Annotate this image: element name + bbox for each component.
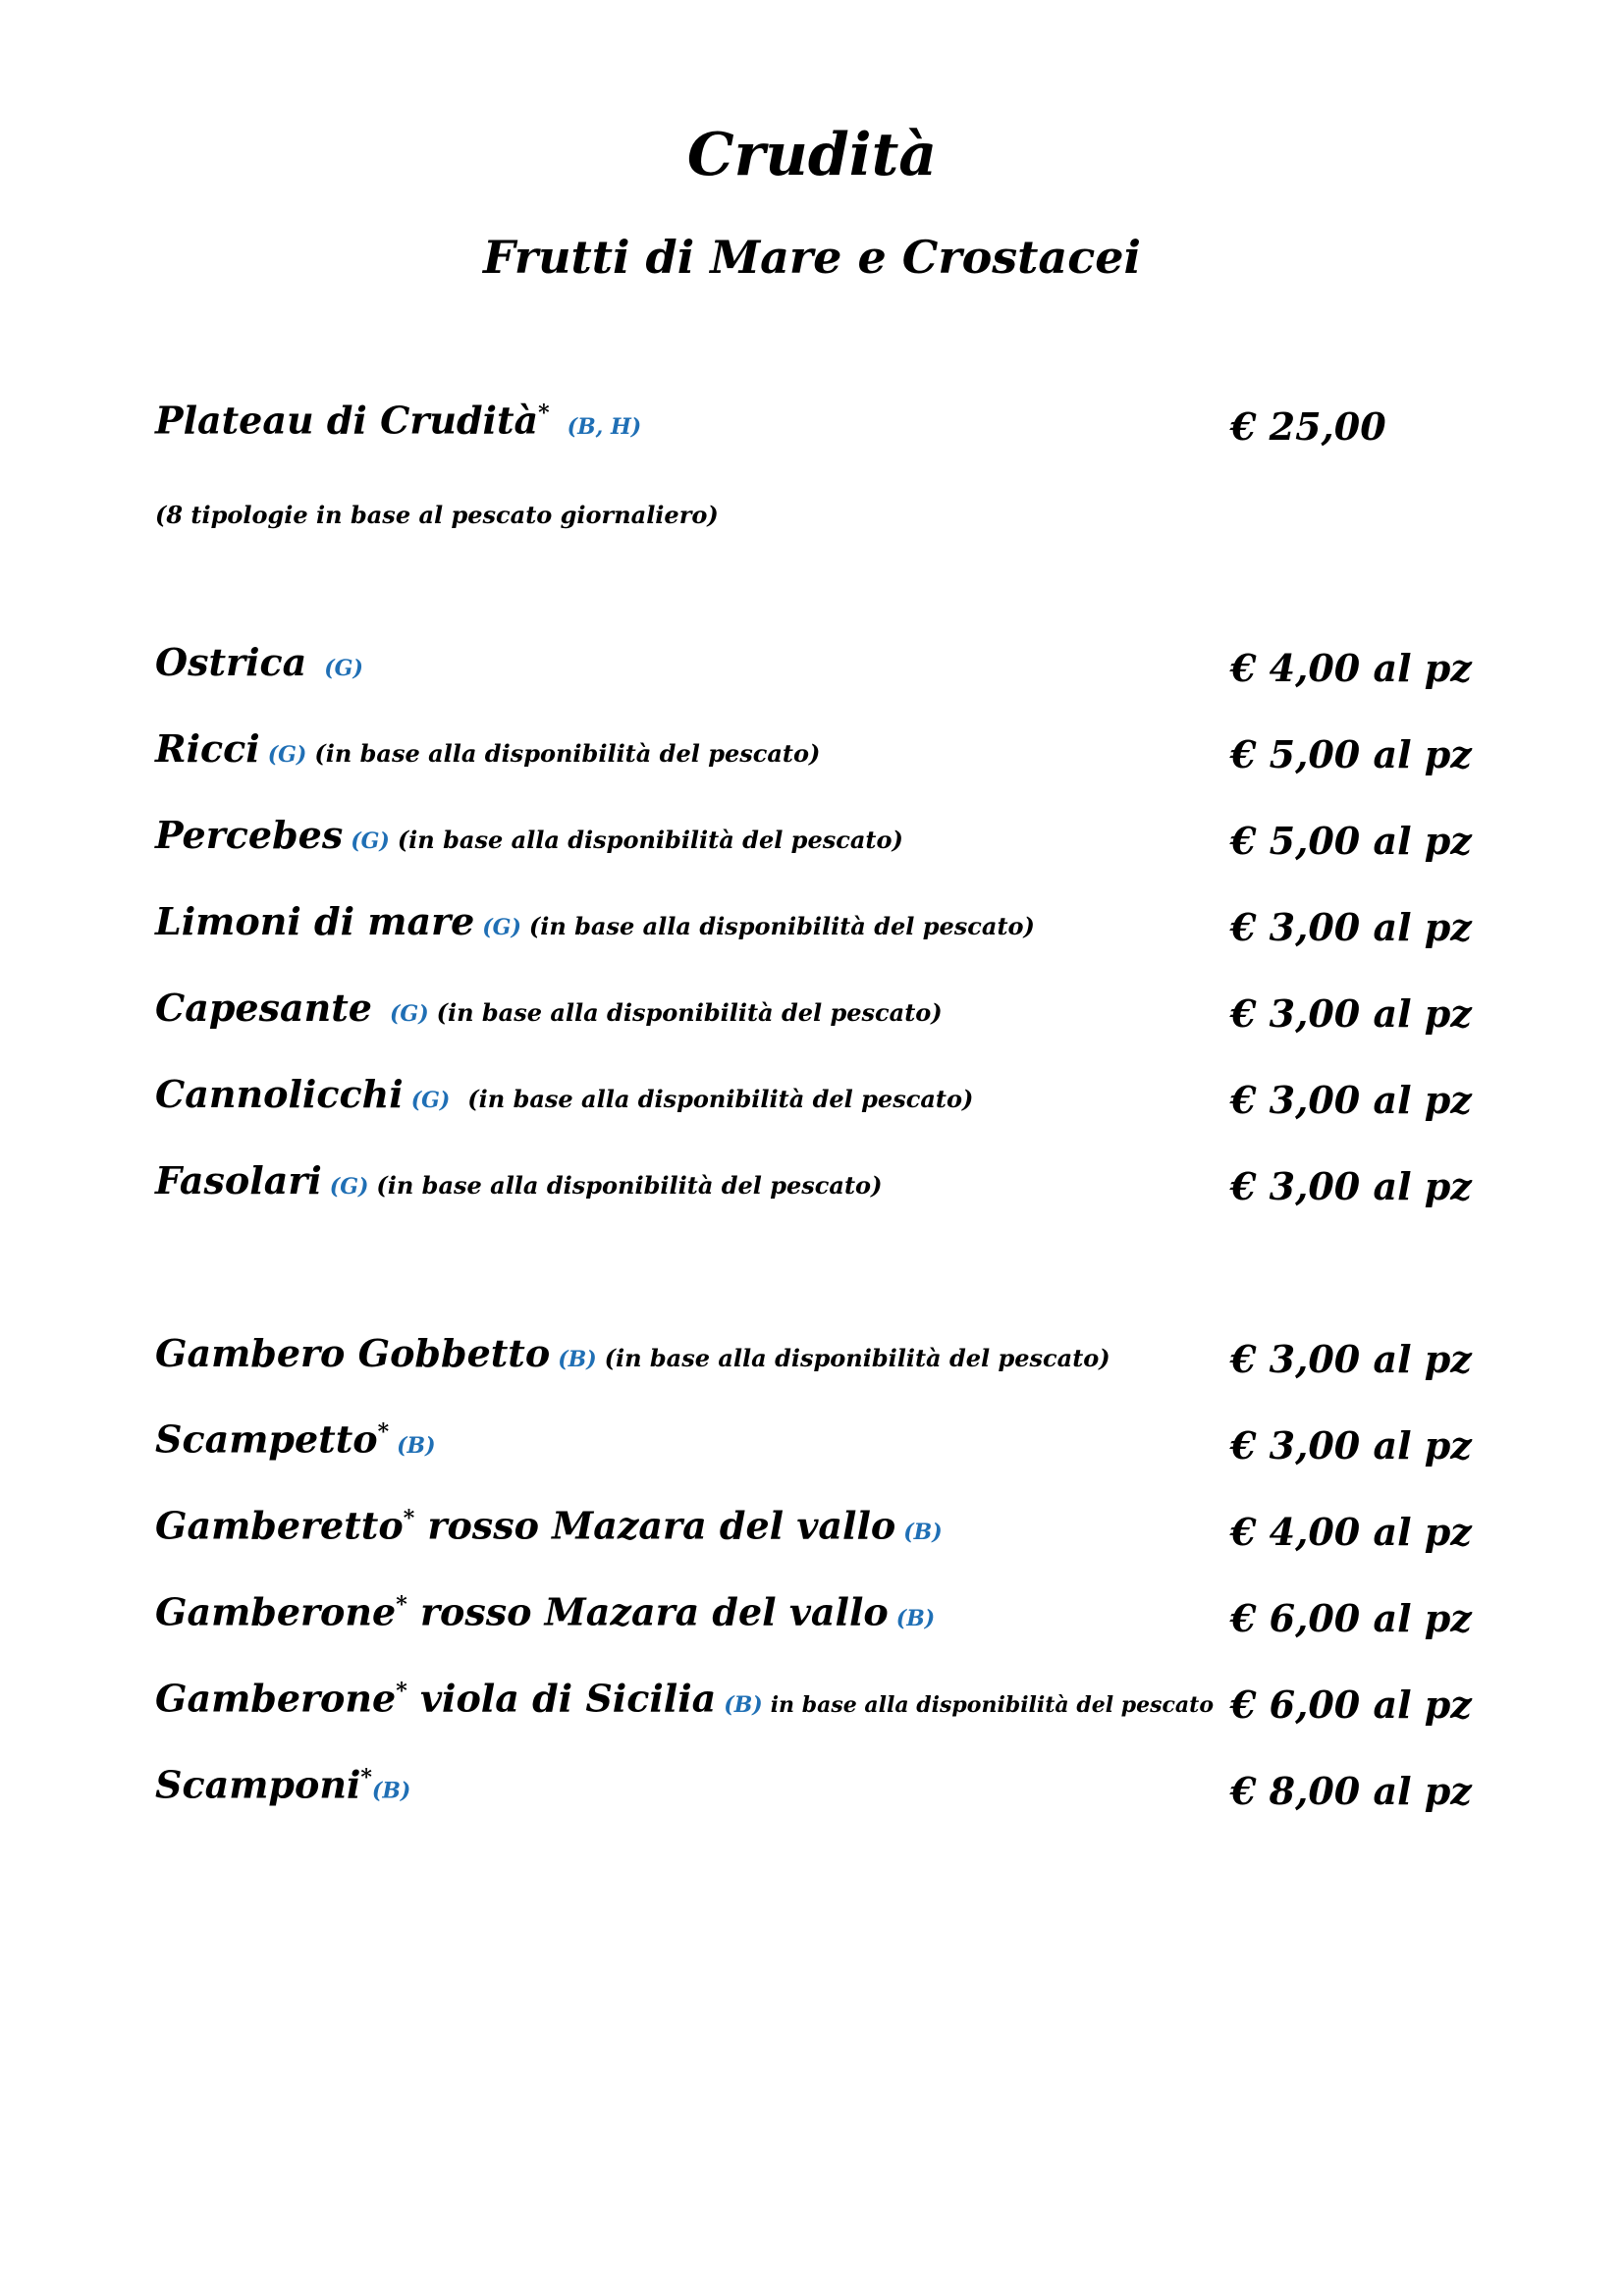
frozen-star: * — [403, 1506, 415, 1532]
item-name-text: Gamberone — [155, 1590, 397, 1634]
item-name-text: Percebes — [155, 813, 344, 857]
item-price: € 6,00 al pz — [1230, 1682, 1472, 1727]
item-name — [155, 897, 1035, 952]
frozen-star: * — [538, 400, 550, 427]
frozen-star: * — [396, 1679, 407, 1705]
item-name-text: Ostrica — [155, 640, 307, 684]
item-name-text: Scamponi — [155, 1763, 361, 1807]
allergen-code: (G) — [390, 1001, 429, 1027]
availability-note: (in base alla disponibilità del pescato) — [436, 998, 943, 1027]
allergen-code: (B) — [397, 1433, 436, 1459]
menu-item — [155, 1072, 1472, 1135]
availability-note: (in base alla disponibilità del pescato) — [314, 739, 821, 768]
item-name-text: Fasolari — [155, 1158, 322, 1202]
item-name-text: Capesante — [155, 986, 372, 1030]
item-price: € 5,00 al pz — [1230, 732, 1472, 776]
menu-item — [155, 1677, 1472, 1739]
availability-note: (in base alla disponibilità del pescato) — [467, 1085, 974, 1113]
frozen-star: * — [396, 1592, 407, 1619]
item-name — [155, 811, 903, 866]
frozen-star: * — [377, 1419, 390, 1446]
menu-item — [155, 640, 1472, 703]
page-subtitle: Frutti di Mare e Crostacei — [483, 231, 1141, 284]
allergen-code: (B) — [903, 1520, 943, 1545]
item-price: € 5,00 al pz — [1230, 819, 1472, 863]
item-price: € 3,00 al pz — [1230, 1164, 1472, 1208]
item-name — [155, 1580, 935, 1643]
menu-item — [155, 726, 1472, 789]
menu-item — [155, 1417, 1472, 1480]
item-name-text: Plateau di Crudità — [155, 399, 539, 443]
item-price: € 3,00 al pz — [1230, 1337, 1472, 1381]
allergen-code: (B, H) — [567, 414, 642, 440]
menu-item — [155, 1504, 1472, 1567]
allergen-code: (G) — [324, 656, 363, 681]
item-name — [155, 1408, 436, 1470]
item-price: € 6,00 al pz — [1230, 1596, 1472, 1640]
item-price: € 4,00 al pz — [1230, 646, 1472, 690]
item-name — [155, 1070, 973, 1125]
item-name — [155, 389, 641, 452]
allergen-code: (G) — [482, 915, 521, 940]
item-name-rest: rosso Mazara del vallo — [414, 1504, 896, 1548]
menu-item — [155, 1763, 1472, 1826]
item-name — [155, 1494, 943, 1557]
menu-item — [155, 899, 1472, 962]
menu-item — [155, 813, 1472, 876]
item-name — [155, 984, 943, 1039]
availability-note: (in base alla disponibilità del pescato) — [528, 912, 1035, 940]
menu-item — [155, 1590, 1472, 1653]
allergen-code: (B) — [558, 1347, 597, 1372]
item-name-rest: rosso Mazara del vallo — [406, 1590, 889, 1634]
frozen-star: * — [360, 1765, 372, 1791]
menu-item — [155, 1331, 1472, 1394]
item-name-rest: viola di Sicilia — [406, 1677, 717, 1721]
availability-note: in base alla disponibilità del pescato — [770, 1692, 1214, 1718]
page-title: Crudità — [686, 121, 938, 189]
item-price: € 8,00 al pz — [1230, 1769, 1472, 1813]
item-name-text: Gambero Gobbetto — [155, 1331, 551, 1375]
item-price: € 3,00 al pz — [1230, 1423, 1472, 1468]
item-name — [155, 1667, 1214, 1730]
item-name — [155, 1156, 882, 1211]
availability-note: (in base alla disponibilità del pescato) — [397, 826, 903, 854]
allergen-code: (G) — [351, 828, 390, 854]
availability-note: (in base alla disponibilità del pescato) — [604, 1344, 1110, 1372]
item-price: € 3,00 al pz — [1230, 905, 1472, 949]
item-price: € 4,00 al pz — [1230, 1510, 1472, 1554]
item-name — [155, 1753, 410, 1816]
item-price: € 3,00 al pz — [1230, 1078, 1472, 1122]
allergen-code: (G) — [267, 742, 307, 768]
availability-note: (in base alla disponibilità del pescato) — [376, 1171, 883, 1200]
item-name-text: Limoni di mare — [155, 899, 475, 943]
item-name-text: Gamberetto — [155, 1504, 404, 1548]
allergen-code: (G) — [329, 1174, 369, 1200]
allergen-code: (B) — [371, 1779, 411, 1804]
item-name — [155, 638, 363, 693]
item-name-text: Gamberone — [155, 1677, 397, 1721]
item-name — [155, 1329, 1110, 1384]
item-price: € 25,00 — [1230, 404, 1386, 449]
allergen-code: (G) — [410, 1088, 451, 1113]
menu-item-plateau — [155, 399, 1471, 461]
allergen-code: (B) — [895, 1606, 936, 1631]
item-name-text: Cannolicchi — [155, 1072, 404, 1116]
allergen-code: (B) — [724, 1692, 763, 1718]
menu-item — [155, 1158, 1472, 1221]
item-price: € 3,00 al pz — [1230, 991, 1472, 1036]
menu-item — [155, 986, 1472, 1048]
item-name — [155, 724, 820, 779]
item-name-text: Ricci — [155, 726, 260, 771]
item-name-text: Scampetto — [155, 1417, 378, 1462]
plateau-note: (8 tipologie in base al pescato giornaliero) — [155, 501, 719, 529]
